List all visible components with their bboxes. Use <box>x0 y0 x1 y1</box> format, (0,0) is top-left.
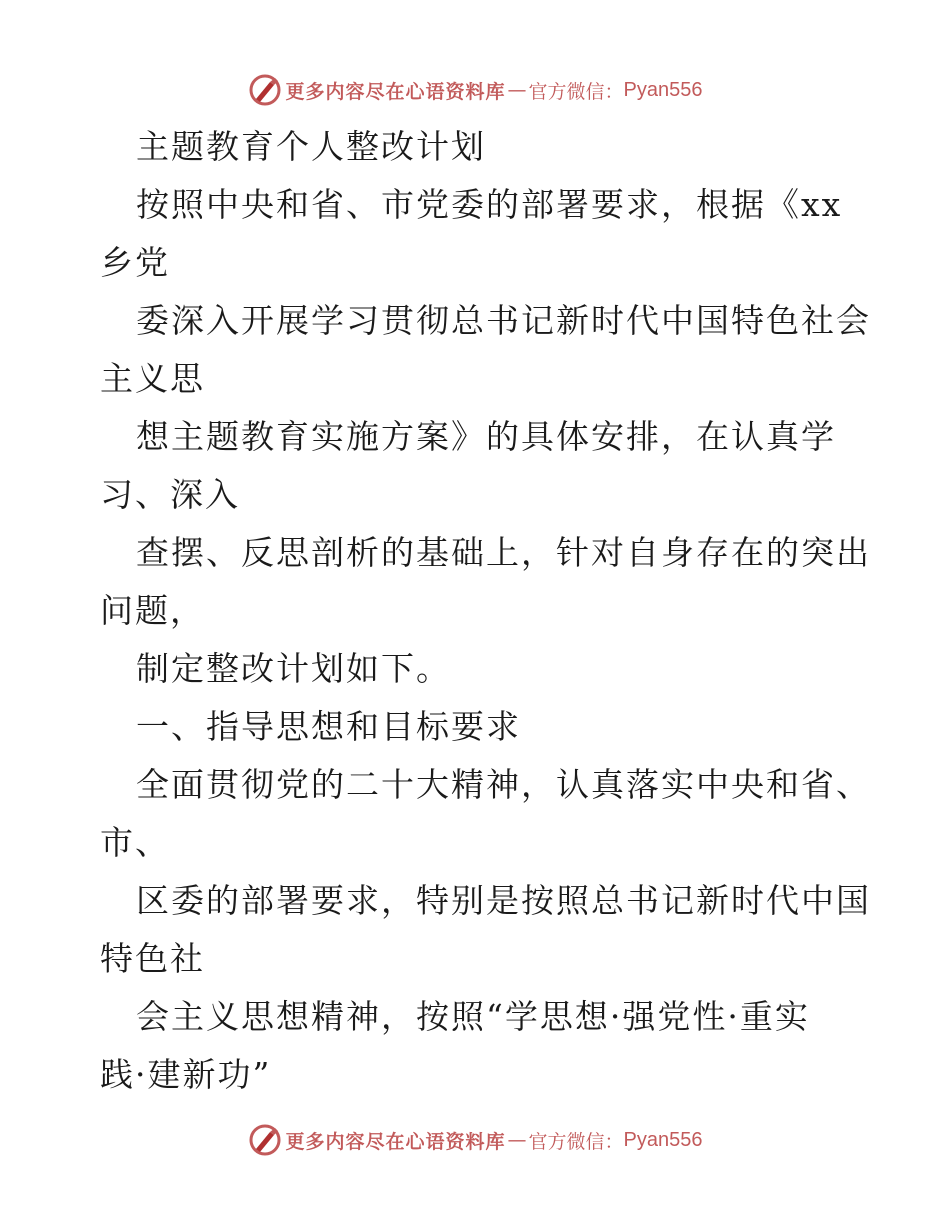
text-line: 习、深入 <box>100 475 240 514</box>
watermark-dash: — <box>507 79 527 101</box>
text-line: 问题， <box>100 591 205 630</box>
watermark-footer <box>0 1120 950 1160</box>
text-line: 会主义思想精神，按照“学思想·强党性·重实 <box>136 997 810 1036</box>
wechat-id: Pyan556 <box>623 1128 703 1151</box>
watermark-text: 更多内容尽在心语资料库 <box>285 80 506 103</box>
text-line: 一、指导思想和目标要求 <box>136 707 521 746</box>
text-line: 委深入开展学习贯彻总书记新时代中国特色社会 <box>136 301 871 340</box>
wechat-label: 官方微信： <box>528 1130 624 1153</box>
text-line: 主义思 <box>100 359 205 398</box>
watermark-dash: — <box>507 1129 527 1151</box>
document-body <box>100 118 871 1104</box>
text-line: 按照中央和省、市党委的部署要求，根据《xx <box>136 185 843 224</box>
text-line: 践·建新功” <box>100 1055 272 1094</box>
text-line: 市、 <box>100 823 170 862</box>
text-line: 想主题教育实施方案》的具体安排，在认真学 <box>136 417 836 456</box>
text-line: 乡党 <box>100 243 170 282</box>
text-line: 制定整改计划如下。 <box>136 649 451 688</box>
text-line: 主题教育个人整改计划 <box>136 127 486 166</box>
pen-logo-icon <box>248 1123 282 1157</box>
watermark-text: 更多内容尽在心语资料库 <box>285 1130 506 1153</box>
text-line: 全面贯彻党的二十大精神，认真落实中央和省、 <box>136 765 871 804</box>
text-line: 特色社 <box>100 939 205 978</box>
watermark-header <box>0 70 950 110</box>
text-line: 查摆、反思剖析的基础上，针对自身存在的突出 <box>136 533 871 572</box>
wechat-id: Pyan556 <box>623 78 703 101</box>
text-line: 区委的部署要求，特别是按照总书记新时代中国 <box>136 881 871 920</box>
wechat-label: 官方微信： <box>528 80 624 103</box>
pen-logo-icon <box>248 73 282 107</box>
